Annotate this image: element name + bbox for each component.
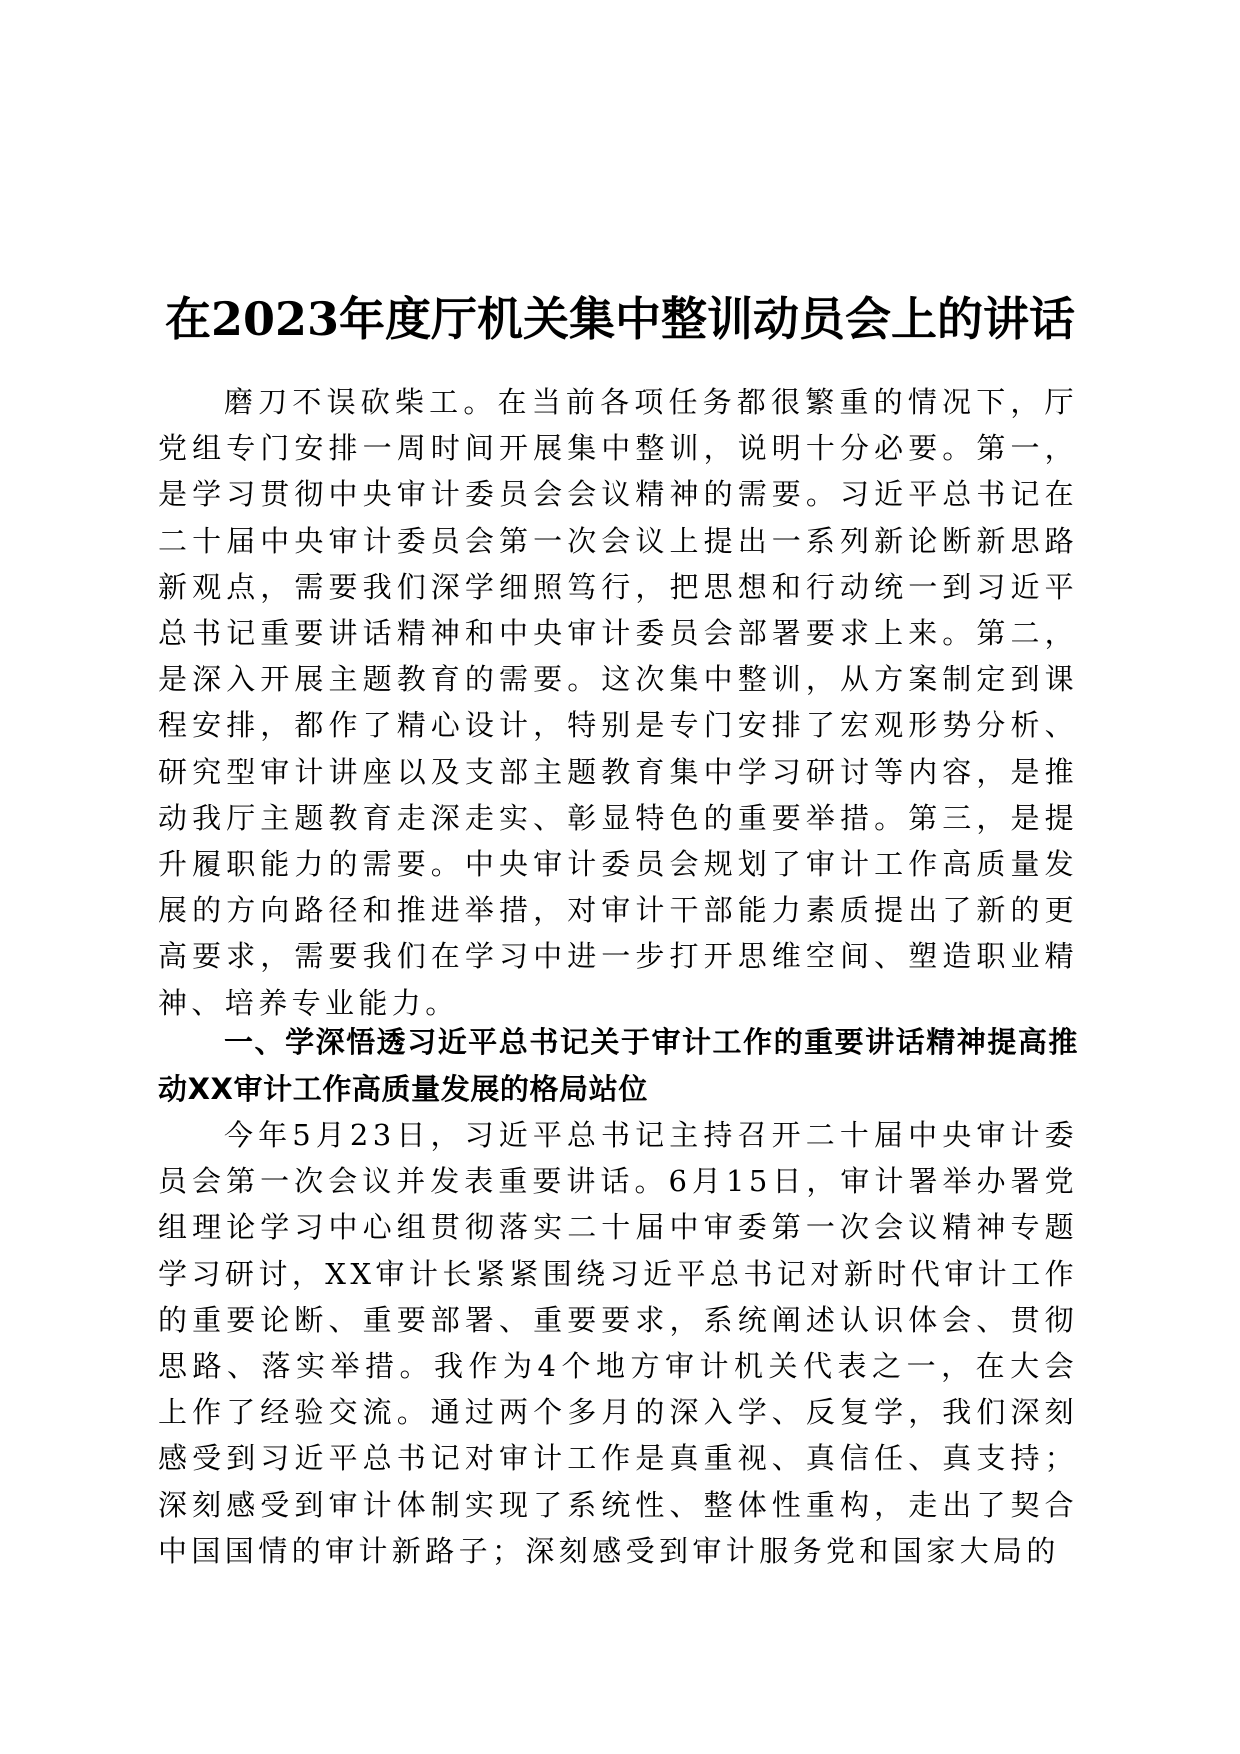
intro-paragraph: 磨刀不误砍柴工。在当前各项任务都很繁重的情况下，厅党组专门安排一周时间开展集中整训，说明十分必要。第一，是学习贯彻中央审计委员会会议精神的需要。习近平总书记在二十届中央审计委员会第一次会议上提出一系列新论断新思路新观点，需要我们深学细照笃行，把思想和行动统一到习近平总书记重要讲话精神和中央审计委员会部署要求上来。第二，是深入开展主题教育的需要。这次集中整训，从方案制定到课程安排，都作了精心设计，特别是专门安排了宏观形势分析、研究型审计讲座以及支部主题教育集中学习研讨等内容，是推动我厅主题教育走深走实、彰显特色的重要举措。第三，是提升履职能力的需要。中央审计委员会规划了审计工作高质量发展的方向路径和推进举措，对审计干部能力素质提出了新的更高要求，需要我们在学习中进一步打开思维空间、塑造职业精神、培养专业能力。	[158, 385, 1078, 1020]
document-title: 在2023年度厅机关集中整训动员会上的讲话	[164, 291, 1076, 346]
section-heading-1: 一、学深悟透习近平总书记关于审计工作的重要讲话精神提高推动XX审计工作高质量发展的格局站位	[158, 1025, 1078, 1106]
section-1-paragraph: 今年5月23日，习近平总书记主持召开二十届中央审计委员会第一次会议并发表重要讲话。6月15日，审计署举办署党组理论学习中心组贯彻落实二十届中审委第一次会议精神专题学习研讨，XX审计长紧紧围绕习近平总书记对新时代审计工作的重要论断、重要部署、重要要求，系统阐述认识体会、贯彻思路、落实举措。我作为4个地方审计机关代表之一，在大会上作了经验交流。通过两个多月的深入学、反复学，我们深刻感受到习近平总书记对审计工作是真重视、真信任、真支持；深刻感受到审计体制实现了系统性、整体性重构，走出了契合中国国情的审计新路子；深刻感受到审计服务党和国家大局的	[158, 1118, 1078, 1568]
